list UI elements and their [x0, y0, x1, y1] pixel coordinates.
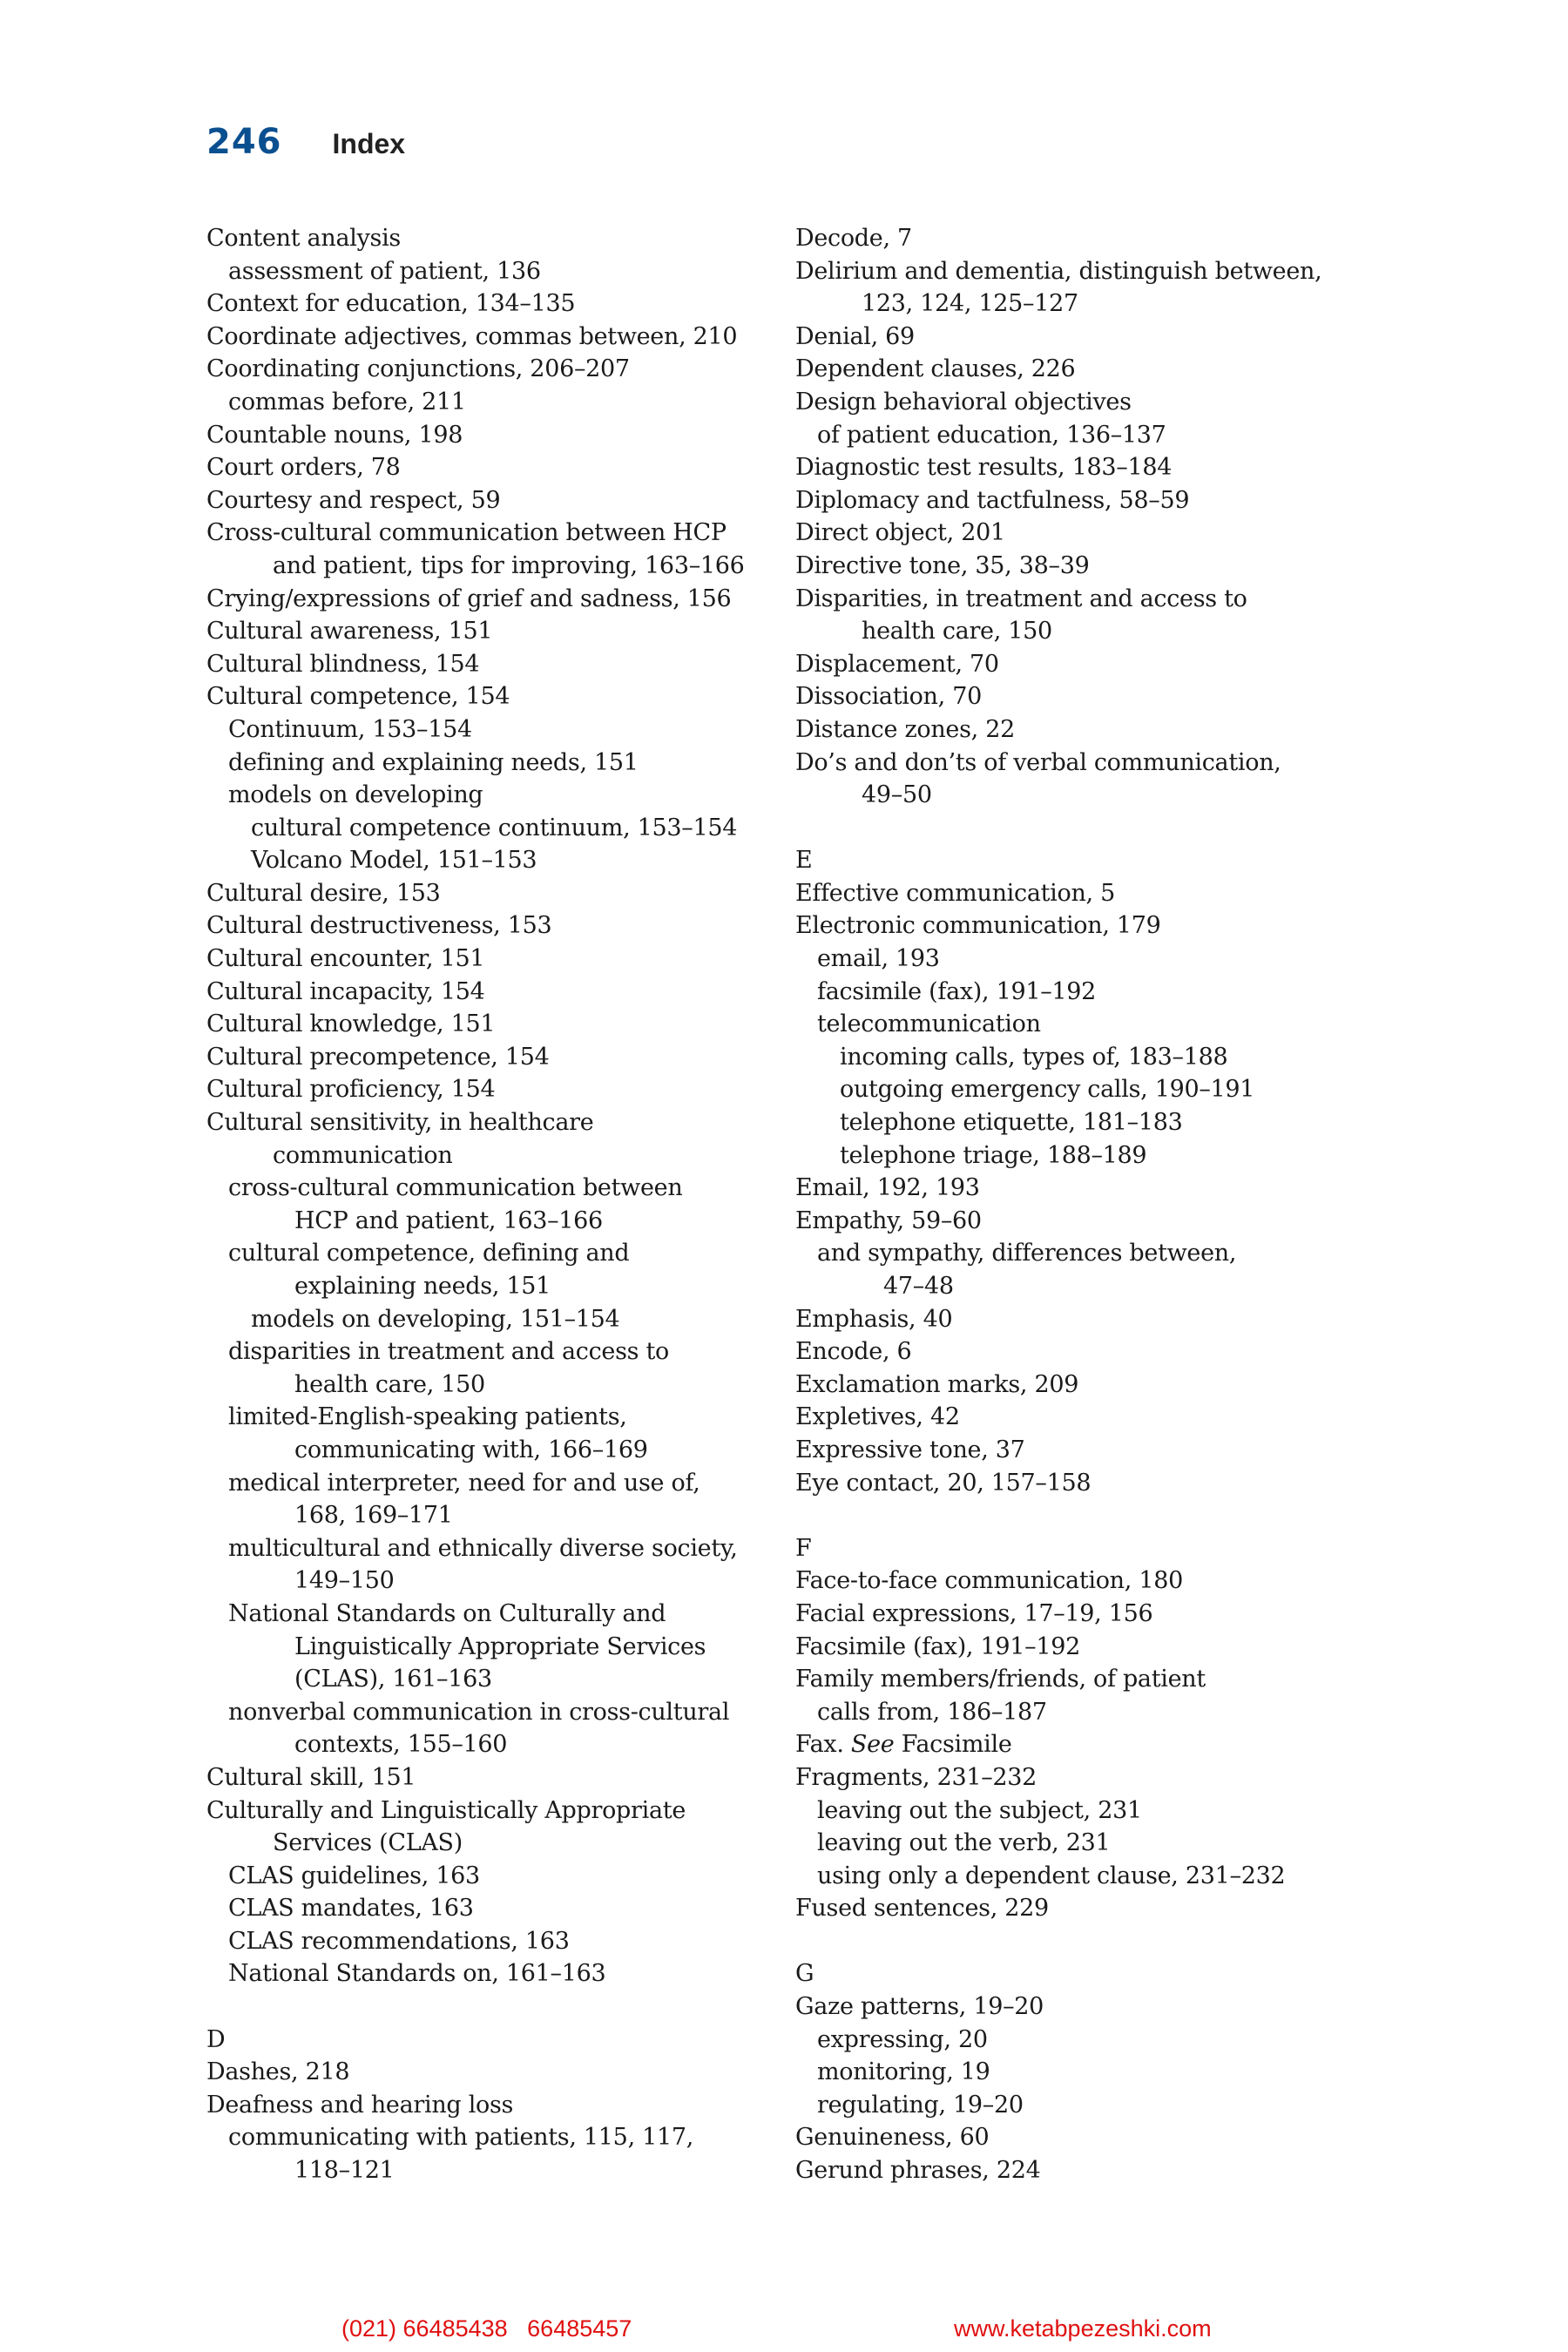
index-entry: Coordinating conjunctions, 206–207	[206, 355, 630, 383]
index-subentry: telecommunication	[817, 1010, 1041, 1038]
index-entry: Family members/friends, of patient	[795, 1666, 1206, 1693]
index-entry: Cultural destructiveness, 153	[206, 912, 552, 940]
index-subentry: HCP and patient, 163–166	[294, 1206, 603, 1234]
index-entry: Court orders, 78	[206, 454, 401, 482]
index-entry: Countable nouns, 198	[206, 421, 463, 449]
index-entry: Empathy, 59–60	[795, 1206, 982, 1234]
index-column-left	[206, 222, 781, 2187]
index-subentry: CLAS recommendations, 163	[228, 1927, 570, 1955]
index-subentry: explaining needs, 151	[294, 1273, 551, 1300]
index-entry: Cultural blindness, 154	[206, 650, 480, 678]
index-entry: Cultural proficiency, 154	[206, 1076, 496, 1104]
index-subentry: health care, 150	[294, 1370, 485, 1398]
index-subentry: disparities in treatment and access to	[228, 1338, 669, 1366]
index-subentry: 168, 169–171	[294, 1502, 453, 1530]
page-number: 246	[206, 122, 282, 162]
index-subentry: and patient, tips for improving, 163–166	[273, 551, 745, 579]
index-entry: Diplomacy and tactfulness, 58–59	[795, 486, 1190, 514]
index-entry: Diagnostic test results, 183–184	[795, 454, 1173, 482]
index-entry: Exclamation marks, 209	[795, 1370, 1079, 1398]
index-subentry: facsimile (fax), 191–192	[817, 977, 1097, 1005]
running-title: Index	[332, 128, 406, 159]
section-spacer	[795, 1925, 1405, 1958]
page-footer	[0, 2315, 1568, 2342]
index-subentry: cross-cultural communication between	[228, 1174, 683, 1202]
index-entry: Gaze patterns, 19–20	[795, 1993, 1044, 2021]
index-entry: Eye contact, 20, 157–158	[795, 1469, 1092, 1497]
index-entry: Effective communication, 5	[795, 879, 1115, 907]
index-subentry: leaving out the verb, 231	[817, 1829, 1111, 1857]
page-header	[206, 122, 405, 174]
index-entry: Courtesy and respect, 59	[206, 486, 501, 514]
index-entry: Content analysis	[206, 225, 401, 252]
index-subentry: nonverbal communication in cross-cultural	[228, 1698, 730, 1726]
section-letter: G	[795, 1960, 814, 1988]
index-entry: Distance zones, 22	[795, 715, 1015, 743]
index-subentry: health care, 150	[862, 618, 1052, 645]
index-subentry: Continuum, 153–154	[228, 715, 472, 743]
index-entry: Cultural awareness, 151	[206, 618, 493, 645]
see-reference: See	[850, 1731, 895, 1759]
index-entry: Electronic communication, 179	[795, 912, 1161, 940]
index-entry: Dashes, 218	[206, 2058, 350, 2086]
index-entry: Encode, 6	[795, 1338, 912, 1366]
index-entry: Fax. See Facsimile	[795, 1731, 1012, 1759]
index-subentry: expressing, 20	[817, 2025, 988, 2053]
index-entry: Culturally and Linguistically Appropriate	[206, 1796, 686, 1824]
index-subentry: CLAS mandates, 163	[228, 1895, 474, 1923]
index-entry: Displacement, 70	[795, 650, 999, 678]
index-subentry: (CLAS), 161–163	[294, 1666, 492, 1693]
index-entry: Denial, 69	[795, 322, 915, 350]
index-column-right	[795, 222, 1405, 2187]
index-subentry: National Standards on, 161–163	[228, 1960, 606, 1988]
index-subentry: telephone etiquette, 181–183	[840, 1109, 1183, 1137]
footer-website: www.ketabpezeshki.com	[954, 2315, 1212, 2342]
index-subentry: models on developing	[228, 781, 483, 809]
section-spacer	[206, 1990, 781, 2024]
index-entry: Context for education, 134–135	[206, 290, 576, 318]
index-subentry: models on developing, 151–154	[251, 1305, 620, 1333]
index-subentry: outgoing emergency calls, 190–191	[840, 1076, 1255, 1104]
index-subentry: defining and explaining needs, 151	[228, 748, 639, 776]
index-entry: Direct object, 201	[795, 519, 1005, 547]
index-entry: Gerund phrases, 224	[795, 2157, 1041, 2185]
index-entry: Genuineness, 60	[795, 2124, 990, 2152]
index-subentry: cultural competence continuum, 153–154	[251, 814, 738, 841]
index-entry: Cultural desire, 153	[206, 879, 441, 907]
index-subentry: National Standards on Culturally and	[228, 1599, 666, 1627]
index-entry: Do’s and don’ts of verbal communication,	[795, 748, 1281, 776]
index-subentry: regulating, 19–20	[817, 2091, 1024, 2119]
index-entry: Facsimile (fax), 191–192	[795, 1632, 1080, 1660]
index-subentry: 49–50	[862, 781, 932, 809]
section-letter: E	[795, 847, 813, 875]
index-entry: Fused sentences, 229	[795, 1895, 1049, 1923]
index-entry: Decode, 7	[795, 225, 912, 252]
index-subentry: of patient education, 136–137	[817, 421, 1166, 449]
index-entry: Cultural competence, 154	[206, 683, 510, 711]
index-entry: Email, 192, 193	[795, 1174, 980, 1202]
index-subentry: monitoring, 19	[817, 2058, 990, 2086]
index-entry: Cross-cultural communication between HCP	[206, 519, 727, 547]
index-subentry: leaving out the subject, 231	[817, 1796, 1142, 1824]
index-entry: Emphasis, 40	[795, 1305, 953, 1333]
index-subentry: incoming calls, types of, 183–188	[840, 1043, 1228, 1071]
index-subentry: multicultural and ethnically diverse society,	[228, 1534, 738, 1562]
index-subentry: using only a dependent clause, 231–232	[817, 1862, 1286, 1889]
index-entry: Directive tone, 35, 38–39	[795, 551, 1090, 579]
index-entry: Design behavioral objectives	[795, 388, 1132, 416]
index-entry: Cultural encounter, 151	[206, 945, 485, 973]
index-entry: Cultural precompetence, 154	[206, 1043, 550, 1071]
index-entry: Disparities, in treatment and access to	[795, 585, 1247, 612]
index-entry: Fragments, 231–232	[795, 1763, 1037, 1791]
index-entry: Dependent clauses, 226	[795, 355, 1076, 383]
section-letter: D	[206, 2025, 226, 2053]
index-entry: Expletives, 42	[795, 1403, 960, 1431]
index-entry: Cultural incapacity, 154	[206, 977, 485, 1005]
index-subentry: communication	[273, 1141, 453, 1169]
index-subentry: 123, 124, 125–127	[862, 290, 1078, 318]
index-subentry: calls from, 186–187	[817, 1698, 1047, 1726]
index-entry: Expressive tone, 37	[795, 1436, 1025, 1463]
index-entry: Cultural knowledge, 151	[206, 1010, 496, 1038]
index-subentry: contexts, 155–160	[294, 1731, 508, 1759]
index-entry: Delirium and dementia, distinguish between,	[795, 257, 1322, 285]
section-spacer	[795, 1499, 1405, 1532]
index-subentry: assessment of patient, 136	[228, 257, 541, 285]
index-subentry: Linguistically Appropriate Services	[294, 1632, 706, 1660]
index-subentry: 47–48	[883, 1273, 954, 1300]
index-entry: Deafness and hearing loss	[206, 2091, 514, 2119]
index-subentry: medical interpreter, need for and use of,	[228, 1469, 700, 1497]
index-subentry: commas before, 211	[228, 388, 466, 416]
footer-phone: (021) 66485438 66485457	[341, 2315, 632, 2342]
index-subentry: cultural competence, defining and	[228, 1240, 630, 1267]
index-entry: Coordinate adjectives, commas between, 210	[206, 322, 738, 350]
index-subentry: and sympathy, differences between,	[817, 1240, 1237, 1267]
index-subentry: limited-English-speaking patients,	[228, 1403, 627, 1431]
index-subentry: 149–150	[294, 1567, 395, 1595]
index-entry: Cultural skill, 151	[206, 1763, 416, 1791]
section-spacer	[795, 812, 1405, 845]
index-entry: Cultural sensitivity, in healthcare	[206, 1109, 594, 1137]
section-letter: F	[795, 1534, 812, 1562]
index-subentry: email, 193	[817, 945, 940, 973]
index-entry: Crying/expressions of grief and sadness, 156	[206, 585, 732, 612]
index-subentry: CLAS guidelines, 163	[228, 1862, 480, 1889]
index-entry: Dissociation, 70	[795, 683, 982, 711]
index-subentry: communicating with patients, 115, 117,	[228, 2124, 694, 2152]
index-subentry: Volcano Model, 151–153	[251, 847, 537, 875]
index-entry: Facial expressions, 17–19, 156	[795, 1599, 1153, 1627]
index-subentry: Services (CLAS)	[273, 1829, 463, 1857]
index-entry: Face-to-face communication, 180	[795, 1567, 1183, 1595]
index-subentry: communicating with, 166–169	[294, 1436, 648, 1463]
index-subentry: 118–121	[294, 2157, 395, 2185]
index-subentry: telephone triage, 188–189	[840, 1141, 1147, 1169]
